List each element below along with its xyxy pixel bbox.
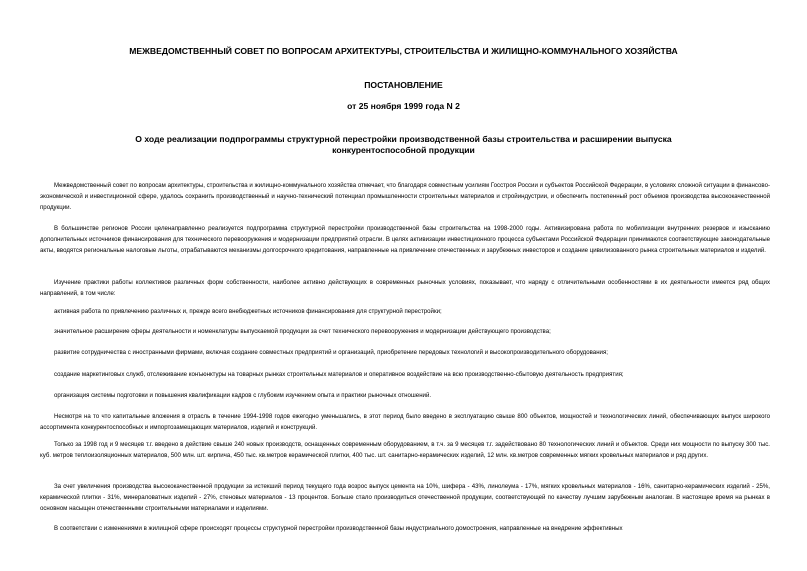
body-paragraph: В большинстве регионов России целенаправленно реализуется подпрограмма структурной перестройки производственной базы строительства на 1998-2000 годы. Активизирована работа по мобилизации внутренних резервов и изысканию дополнительных источников финансирования для технического перевооружения и модернизации предприятий отрасли. В целях активизации инвестиционного процесса субъектами Российской Федерации принимаются соответствующие законодательные акты, вводятся региональные налоговые льготы, отрабатываются механизмы долгосрочного кредитования, направленные на привлечение отечественных и зарубежных инвесторов и создание цивилизованного рынка строительных материалов и изделий. bbox=[40, 225, 770, 254]
body-paragraph: За счет увеличения производства высококачественной продукции за истекший период текущего года возрос выпуск цемента на 10%, шифера - 43%, линолеума - 17%, мягких кровельных материалов - 16%, санитарно-керамических изделий - 25%, керамической плитки - 31%, минераловатных изделий - 27%, стеновых материалов - 13 процентов. Больше стало производиться отечественной продукции, соответствующей по качеству лучшим зарубежным аналогам. В настоящее время на рынках в основном насыщен отечественными строительными материалами и изделиями. bbox=[40, 483, 770, 512]
body-paragraph: Изучение практики работы коллективов различных форм собственности, наиболее активно действующих в современных рыночных условиях, показывает, что наряду с отличительными особенностями в их деятельности имеется ряд общих направлений, в том числе: bbox=[40, 279, 770, 297]
document-subject: О ходе реализации подпрограммы структурной перестройки производственной базы строительства и расширении выпуска конкурентоспособной продукции bbox=[135, 134, 672, 155]
list-item: значительное расширение сферы деятельности и номенклатуры выпускаемой продукции за счет технического перевооружения и модернизации действующего производства; bbox=[54, 328, 551, 335]
body-paragraph: В соответствии с изменениями в жилищной сфере происходят процессы структурной перестройки производственной базы индустриального домостроения, направленные на внедрение эффективных bbox=[54, 525, 623, 532]
list-item: организация системы подготовки и повышения квалификации кадров с глубоким изучением опыта и практики рыночных отношений. bbox=[54, 392, 432, 399]
list-item: создание маркетинговых служб, отслеживание конъюнктуры на товарных рынках строительных материалов и оперативное воздействие на всю производственно-сбытовую деятельность предприятия; bbox=[54, 371, 624, 378]
body-paragraph: Несмотря на то что капитальные вложения в отрасль в течение 1994-1998 годов ежегодно уменьшались, в этот период было введено в эксплуатацию свыше 800 объектов, мощностей и технологических линий, обеспечивающих выпуск широкого ассортимента конкурентоспособных и импортозамещающих материалов, изделий и конструкций. bbox=[40, 413, 770, 431]
document-type: ПОСТАНОВЛЕНИЕ bbox=[364, 80, 443, 90]
document-date-number: от 25 ноября 1999 года N 2 bbox=[347, 101, 460, 111]
list-item: развитие сотрудничества с иностранными фирмами, включая создание совместных предприятий и организаций, приобретение передовых технологий и высокопроизводительного оборудования; bbox=[54, 349, 608, 356]
body-paragraph: Только за 1998 год и 9 месяцев т.г. введено в действие свыше 240 новых производств, оснащенных современным оборудованием, в т.ч. за 9 месяцев т.г. задействовано 80 технологических линий и объектов. Среди них мощности по выпуску 300 тыс. куб. метров теплоизоляционных материалов, 500 млн. шт. кирпича, 450 тыс. кв.метров керамической плитки, 400 тыс. шт. санитарно-керамических изделий, 12 млн. кв.метров современных мягких кровельных материалов и ряд других. bbox=[40, 441, 770, 459]
organization-title: МЕЖВЕДОМСТВЕННЫЙ СОВЕТ ПО ВОПРОСАМ АРХИТЕКТУРЫ, СТРОИТЕЛЬСТВА И ЖИЛИЩНО-КОММУНАЛЬНОГО ХОЗЯЙСТВА bbox=[129, 46, 678, 56]
body-paragraph: Межведомственный совет по вопросам архитектуры, строительства и жилищно-коммунального хозяйства отмечает, что благодаря совместным усилиям Госстроя России и субъектов Российской Федерации, в условиях сложной ситуации в финансово-экономической и инвестиционной сфере, удалось сохранить производственный и научно-технический потенциал промышленности строительных материалов и стройиндустрии, и обеспечить постепенный рост объемов производства высококачественной продукции. bbox=[40, 182, 770, 211]
list-item: активная работа по привлечению различных и, прежде всего внебюджетных источников финансирования для структурной перестройки; bbox=[54, 308, 442, 315]
